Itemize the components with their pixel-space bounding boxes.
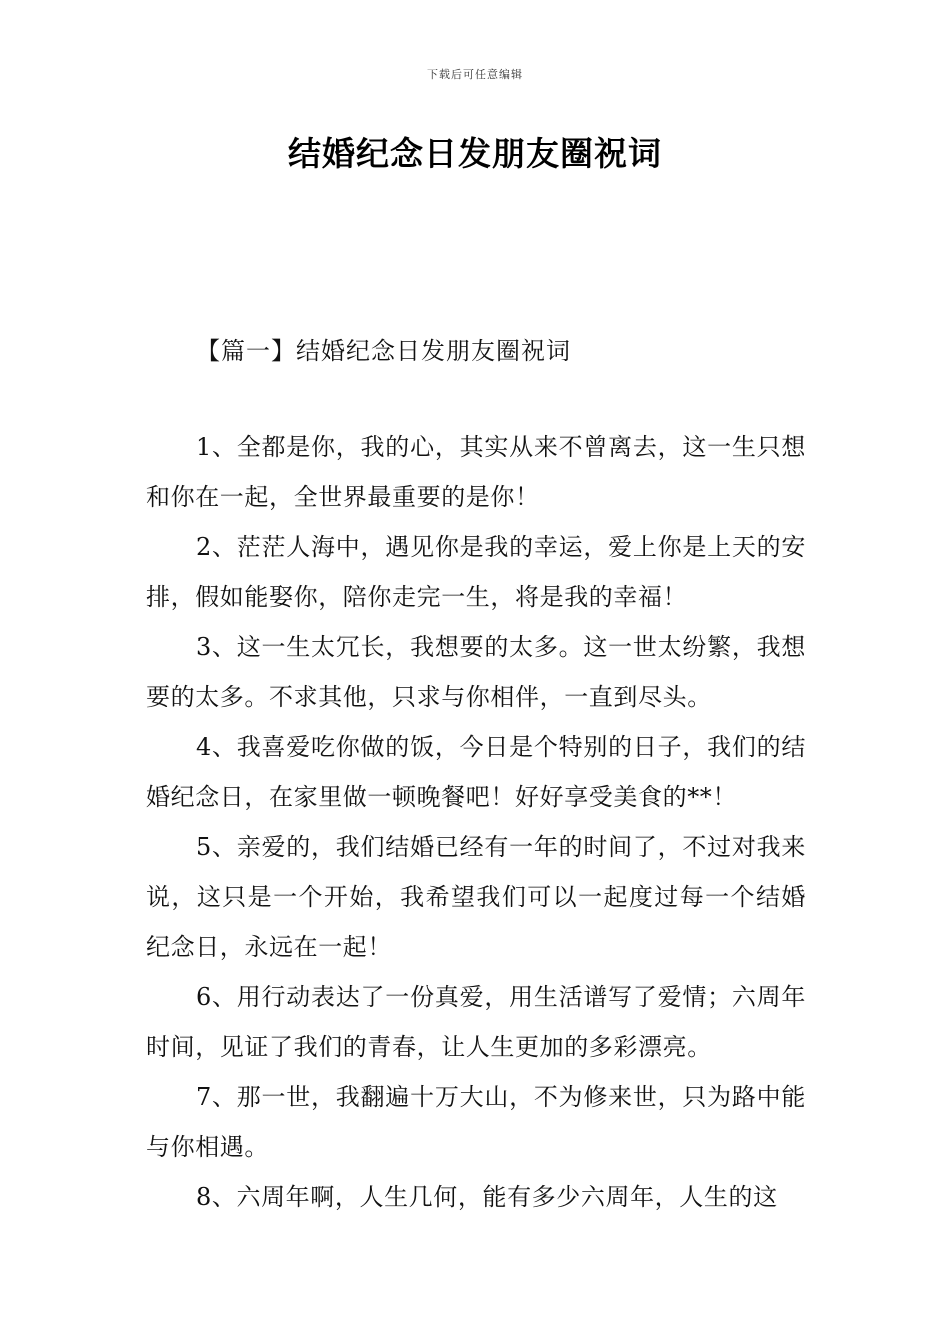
document-title: 结婚纪念日发朋友圈祝词 bbox=[288, 134, 662, 173]
paragraph-3: 3、这一生太冗长，我想要的太多。这一世太纷繁，我想要的太多。不求其他，只求与你相伴，一直到尽头。 bbox=[146, 633, 806, 711]
section-heading: 【篇一】结婚纪念日发朋友圈祝词 bbox=[196, 337, 571, 365]
paragraph-2: 2、茫茫人海中，遇见你是我的幸运，爱上你是上天的安排，假如能娶你，陪你走完一生，将是我的幸福！ bbox=[146, 533, 806, 611]
header-note: 下载后可任意编辑 bbox=[427, 68, 523, 81]
paragraph-7: 7、那一世，我翻遍十万大山，不为修来世，只为路中能与你相遇。 bbox=[146, 1083, 806, 1161]
body-text bbox=[146, 422, 806, 1222]
paragraph-6: 6、用行动表达了一份真爱，用生活谱写了爱情；六周年时间，见证了我们的青春，让人生更加的多彩漂亮。 bbox=[146, 983, 806, 1061]
paragraph-5: 5、亲爱的，我们结婚已经有一年的时间了，不过对我来说，这只是一个开始，我希望我们可以一起度过每一个结婚纪念日，永远在一起！ bbox=[146, 833, 806, 961]
paragraph-8: 8、六周年啊，人生几何，能有多少六周年，人生的这 bbox=[196, 1183, 778, 1211]
paragraph-1: 1、全都是你，我的心，其实从来不曾离去，这一生只想和你在一起，全世界最重要的是你！ bbox=[146, 433, 806, 511]
paragraph-4: 4、我喜爱吃你做的饭，今日是个特别的日子，我们的结婚纪念日，在家里做一顿晚餐吧！好好享受美食的**！ bbox=[146, 733, 806, 811]
